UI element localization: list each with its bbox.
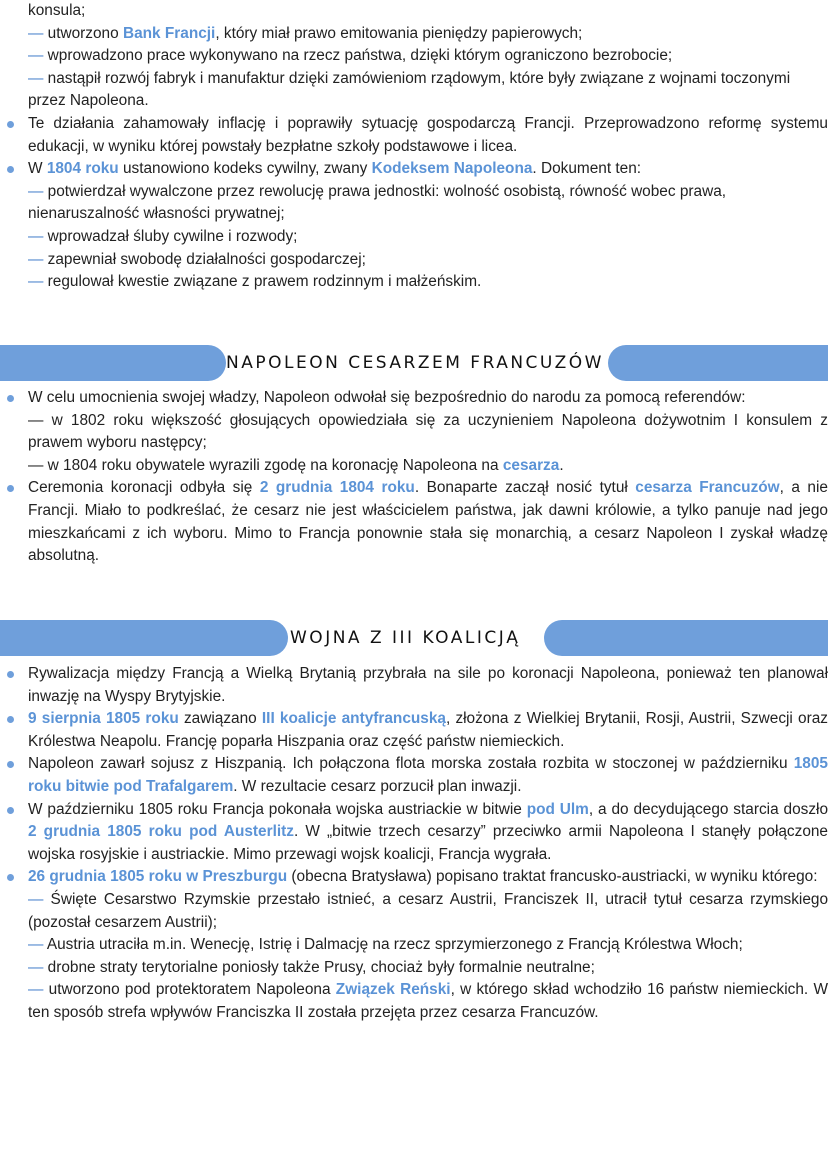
dash-item: — wprowadzał śluby cywilne i rozwody; (28, 227, 298, 245)
bullet-item: W 1804 roku ustanowiono kodeks cywilny, zwany Kodeksem Napoleona. Dokument ten: (0, 158, 828, 181)
bullet-item: Napoleon zawarł sojusz z Hiszpanią. Ich połączona flota morska została rozbita w stoczonej w październiku 1805 roku bitwie pod Trafalgarem. W rezultacie cesarz porzucił plan inwazji. (0, 753, 828, 798)
bullet-item: 9 sierpnia 1805 roku zawiązano III koalicje antyfrancuską, złożona z Wielkiej Brytanii, Rosji, Austrii, Szwecji oraz Królestwa Neapolu. Francję poparła Hiszpania oraz część państw niemieckich. (0, 708, 828, 753)
paragraph-line: konsula; (28, 2, 86, 19)
dash-item: — Austria utraciła m.in. Wenecję, Istrię i Dalmację na rzecz sprzymierzonego z Francją Królestwa Włoch; (28, 936, 743, 954)
section2-body (0, 663, 828, 1025)
section-heading-napoleon-cesarzem (0, 345, 828, 381)
heading-title: WOJNA Z III KOALICJĄ (290, 628, 521, 648)
dash-item: — w 1802 roku większość głosujących opowiedziała się za uczynieniem Napoleona dożywotnim I konsulem z prawem wyboru następcy; (28, 411, 828, 452)
dash-item: — Święte Cesarstwo Rzymskie przestało istnieć, a cesarz Austrii, Franciszek II, utracił tytuł cesarza rzymskiego (pozostał cesarzem Austrii); (28, 890, 828, 931)
dash-item: — drobne straty terytorialne poniosły także Prusy, chociaż były formalnie neutralne; (28, 958, 595, 976)
dash-item: — potwierdzał wywalczone przez rewolucję prawa jednostki: wolność osobistą, równość wobec prawa, nienaruszalność własności prywatnej; (28, 182, 727, 223)
bullet-item: Te działania zahamowały inflację i poprawiły sytuację gospodarczą Francji. Przeprowadzono reformę systemu edukacji, w wyniku której powstały bezpłatne szkoły podstawowe i licea. (0, 113, 828, 158)
top-block (0, 0, 828, 294)
heading-bar-right (608, 345, 828, 381)
dash-item: — wprowadzono prace wykonywano na rzecz państwa, dzięki którym ograniczono bezrobocie; (28, 47, 673, 65)
heading-bar-left (0, 345, 226, 381)
dash-item: — zapewniał swobodę działalności gospodarczej; (28, 250, 366, 268)
heading-title: NAPOLEON CESARZEM FRANCUZÓW (226, 353, 604, 373)
dash-item: — utworzono Bank Francji, który miał prawo emitowania pieniędzy papierowych; (28, 24, 583, 42)
dash-item: — w 1804 roku obywatele wyrazili zgodę na koronację Napoleona na cesarza. (28, 456, 564, 474)
heading-bar-right (544, 620, 828, 656)
section1-body (0, 387, 828, 568)
bullet-item: Ceremonia koronacji odbyła się 2 grudnia 1804 roku. Bonaparte zaczął nosić tytuł cesarza Francuzów, a nie Francji. Miało to podkreślać, że cesarz nie jest właścicielem państwa, jak dawni królowie, a tylko panuje nad jego mieszkańcami z ich wyboru. Mimo to Francja ponownie stała się monarchią, a cesarz Napoleon I zyskał władzę absolutną. (0, 477, 828, 567)
heading-bar-left (0, 620, 288, 656)
dash-item: — utworzono pod protektoratem Napoleona Związek Reński, w którego skład wchodziło 16 państw niemieckich. W ten sposób strefa wpływów Franciszka II została przejęta przez cesarza Francuzów. (28, 981, 828, 1021)
section-heading-wojna-z-iii-koalicja (0, 620, 828, 656)
bullet-item: W październiku 1805 roku Francja pokonała wojska austriackie w bitwie pod Ulm, a do decydującego starcia doszło 2 grudnia 1805 roku pod Austerlitz. W „bitwie trzech cesarzy” przeciwko armii Napoleona I stanęły połączone wojska rosyjskie i austriackie. Mimo przewagi wojsk koalicji, Francja wygrała. (0, 799, 828, 867)
bullet-item: 26 grudnia 1805 roku w Preszburgu (obecna Bratysława) popisano traktat francusko-austriacki, w wyniku którego: (0, 866, 828, 889)
bullet-item: Rywalizacja między Francją a Wielką Brytanią przybrała na sile po koronacji Napoleona, ponieważ ten planował inwazję na Wyspy Brytyjskie. (0, 663, 828, 708)
dash-item: — regulował kwestie związane z prawem rodzinnym i małżeńskim. (28, 273, 482, 291)
dash-item: — nastąpił rozwój fabryk i manufaktur dzięki zamówieniom rządowym, które były związane z wojnami toczonymi przez Napoleona. (28, 69, 791, 110)
bullet-item: W celu umocnienia swojej władzy, Napoleon odwołał się bezpośrednio do narodu za pomocą referendów: (0, 387, 828, 410)
